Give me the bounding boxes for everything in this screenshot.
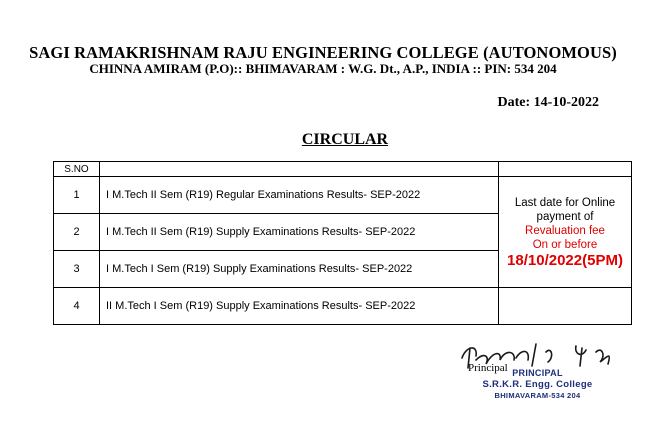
row-description: I M.Tech II Sem (R19) Regular Examinations Results- SEP-2022 — [100, 177, 499, 214]
row-sno: 1 — [54, 177, 100, 214]
stamp-location: BHIMAVARAM-534 204 — [494, 391, 581, 400]
circular-title: CIRCULAR — [301, 131, 389, 148]
empty-note-cell — [499, 288, 632, 325]
row-description: I M.Tech I Sem (R19) Supply Examinations Results- SEP-2022 — [100, 251, 499, 288]
revaluation-note — [499, 177, 632, 288]
row-sno: 4 — [54, 288, 100, 325]
table-row — [54, 288, 632, 325]
row-sno: 3 — [54, 251, 100, 288]
note-line-1: Last date for Online — [514, 197, 616, 209]
desc-header — [100, 162, 499, 177]
college-address: CHINNA AMIRAM (P.O):: BHIMAVARAM : W.G. Dt., A.P., INDIA :: PIN: 534 204 — [89, 61, 557, 76]
note-line-2: payment of — [536, 211, 594, 223]
circular-date: Date: 14-10-2022 — [497, 95, 599, 110]
row-description: I M.Tech II Sem (R19) Supply Examinations Results- SEP-2022 — [100, 214, 499, 251]
principal-label: Principal — [468, 362, 508, 374]
principal-stamp — [470, 368, 605, 401]
note-deadline: 18/10/2022(5PM) — [507, 252, 623, 269]
note-line-4: On or before — [532, 239, 598, 251]
results-table — [53, 161, 632, 325]
table-row — [54, 177, 632, 214]
table-header-row — [54, 162, 632, 177]
row-description: II M.Tech I Sem (R19) Supply Examinations Results- SEP-2022 — [100, 288, 499, 325]
row-sno: 2 — [54, 214, 100, 251]
note-line-3: Revaluation fee — [525, 225, 605, 237]
college-name: SAGI RAMAKRISHNAM RAJU ENGINEERING COLLEGE (AUTONOMOUS) — [29, 43, 617, 62]
note-header — [499, 162, 632, 177]
stamp-college: S.R.K.R. Engg. College — [482, 379, 593, 390]
stamp-title: PRINCIPAL — [512, 368, 563, 378]
sno-header: S.NO — [54, 162, 100, 177]
